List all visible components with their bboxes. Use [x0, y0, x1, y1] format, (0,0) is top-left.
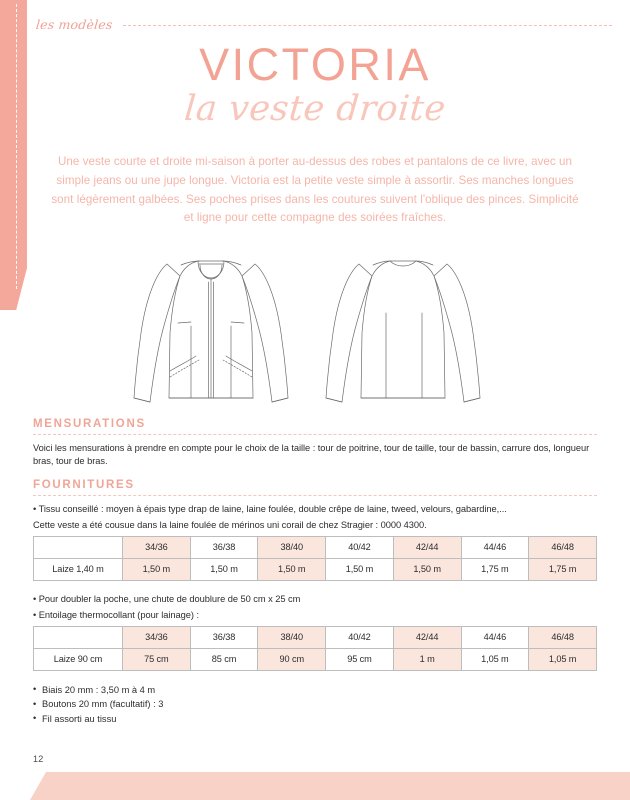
mensurations-text: Voici les mensurations à prendre en compte pour le choix de la taille : tour de poitrine, tour de taille, tour de bassin, carrure dos, longueur bras, tour de bras.: [33, 443, 590, 467]
table-cell: 1,50 m: [393, 558, 461, 580]
table-header-cell: 42/44: [393, 626, 461, 648]
fournitures-line-fabric: • Tissu conseillé : moyen à épais type drap de laine, laine foulée, double crêpe de laine, tweed, velours, gabardine,...: [33, 503, 507, 514]
table-row-label: Laize 90 cm: [34, 648, 123, 670]
fournitures-line-interfacing: • Entoilage thermocollant (pour lainage) :: [33, 610, 200, 621]
table-cell: 1,05 m: [529, 648, 597, 670]
table-corner-cell: [34, 626, 123, 648]
table-cell: 1,50 m: [326, 558, 394, 580]
list-item: • Fil assorti au tissu: [33, 712, 597, 726]
title-subtitle: la veste droite: [182, 89, 448, 129]
table-header-cell: 34/36: [123, 536, 191, 558]
table-row-header: [34, 536, 597, 558]
table-header-cell: 46/48: [529, 626, 597, 648]
table-header-cell: 42/44: [393, 536, 461, 558]
table-header-cell: 38/40: [258, 536, 326, 558]
table-cell: 85 cm: [190, 648, 258, 670]
technical-drawings: [120, 238, 510, 418]
table-header-cell: 36/38: [190, 536, 258, 558]
table-header-cell: 40/42: [326, 536, 394, 558]
table-header-cell: 38/40: [258, 626, 326, 648]
table-cell: 75 cm: [123, 648, 191, 670]
jacket-front-technical-drawing: [134, 261, 288, 402]
table-cell: 1,50 m: [190, 558, 258, 580]
table-row-label: Laize 1,40 m: [34, 558, 123, 580]
table-cell: 1,50 m: [258, 558, 326, 580]
table-row: [34, 648, 597, 670]
jacket-back-technical-drawing: [326, 261, 480, 402]
fabric-width-table-140: [33, 536, 597, 581]
eyebrow-divider: [123, 25, 612, 26]
fournitures-divider: [33, 495, 597, 496]
table-cell: 95 cm: [326, 648, 394, 670]
table-cell: 90 cm: [258, 648, 326, 670]
table-header-cell: 36/38: [190, 626, 258, 648]
page-title: [0, 39, 630, 129]
mensurations-heading: MENSURATIONS: [33, 418, 146, 430]
table-cell: 1,75 m: [529, 558, 597, 580]
table-header-cell: 34/36: [123, 626, 191, 648]
table-corner-cell: [34, 536, 123, 558]
table-header-cell: 40/42: [326, 626, 394, 648]
fournitures-bullet-list: [33, 683, 597, 726]
breadcrumb: [36, 16, 612, 32]
list-item: • Boutons 20 mm (facultatif) : 3: [33, 697, 597, 711]
fournitures-heading: FOURNITURES: [33, 478, 135, 491]
title-main: VICTORIA: [199, 39, 431, 90]
fournitures-line-sample: Cette veste a été cousue dans la laine foulée de mérinos uni corail de chez Stragier : 0000 4300.: [33, 520, 427, 531]
list-item: • Biais 20 mm : 3,50 m à 4 m: [33, 683, 597, 697]
table-header-cell: 44/46: [461, 536, 529, 558]
fournitures-line-lining: • Pour doubler la poche, une chute de doublure de 50 cm x 25 cm: [33, 593, 301, 604]
table-row-header: [34, 626, 597, 648]
table-cell: 1,75 m: [461, 558, 529, 580]
table-header-cell: 44/46: [461, 626, 529, 648]
main-content: [33, 418, 597, 726]
table-row: [34, 558, 597, 580]
table-cell: 1,50 m: [123, 558, 191, 580]
mensurations-divider: [33, 434, 597, 435]
eyebrow-label: les modèles: [35, 16, 114, 32]
fabric-width-table-90: [33, 626, 597, 671]
page-number: 12: [33, 754, 44, 764]
footer-band-decoration: [0, 772, 630, 800]
table-header-cell: 46/48: [529, 536, 597, 558]
intro-paragraph: Une veste courte et droite mi-saison à porter au-dessus des robes et pantalons de ce livre, avec un simple jeans ou une jupe longue. Victoria est la petite veste simple à assortir. Ses manches longues sont légèrement galbées. Ses poches prises dans les coutures suivent l'oblique des pinces. Simplicité et ligne pour cette compagne des soirées fraîches.: [51, 155, 579, 225]
table-cell: 1,05 m: [461, 648, 529, 670]
table-cell: 1 m: [393, 648, 461, 670]
